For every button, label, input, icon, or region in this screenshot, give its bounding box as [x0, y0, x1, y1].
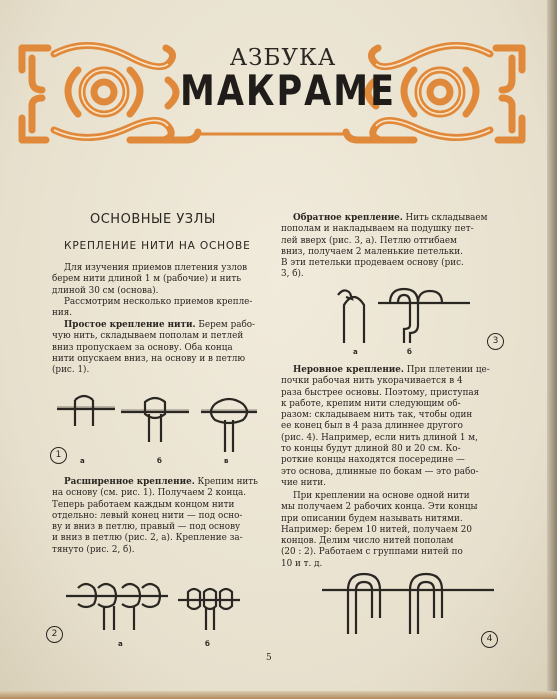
text-line: (20 : 2). Работаем с группами нитей по [281, 547, 463, 558]
intro-line: Для изучения приемов плетения узлов [64, 263, 248, 273]
figure-3-label-a: а [353, 348, 358, 356]
reverse-text [281, 213, 503, 281]
figure-4-number: 4 [481, 631, 498, 648]
intro-line: берем нити длиной 1 м (рабочие) и нить [52, 274, 242, 285]
page-bottom-edge [0, 691, 557, 699]
header-title-small: АЗБУКА [229, 45, 337, 71]
text-line: нити опускаем вниз, на основу и в петлю [52, 353, 245, 364]
final-text [281, 491, 503, 570]
text-line: пополам и накладываем на подушку пет- [281, 224, 474, 235]
text-line: (рис. 1). [52, 365, 90, 376]
intro-line: длиной 30 см (основа). [52, 285, 159, 296]
text-line: (рис. 4). Например, если нить длиной 1 м, [281, 432, 478, 443]
text-line: лей вверх (рис. 3, а). Петлю отгибаем [281, 235, 457, 246]
text-line: ее конец был в 4 раза длиннее другого [281, 421, 463, 432]
text-line: Нить складываем [402, 213, 488, 223]
section-title: ОСНОВНЫЕ УЗЛЫ [90, 212, 216, 227]
extended-text [52, 477, 270, 556]
intro-line: ния. [52, 308, 73, 319]
text-line: ву и вниз в петлю, правый — под основу [52, 522, 241, 533]
subsection-title: КРЕПЛЕНИЕ НИТИ НА ОСНОВЕ [64, 240, 251, 252]
figure-1 [55, 392, 265, 462]
figure-2-number: 2 [46, 626, 63, 643]
text-line: Теперь работаем каждым концом нити [52, 499, 235, 510]
uneven-text [281, 365, 503, 489]
text-line: 3, б). [281, 269, 304, 280]
text-line: Берем рабо- [195, 320, 256, 330]
text-line: концов. Делим число нитей пополам [281, 536, 454, 547]
text-line: тянуто (рис. 2, б). [52, 544, 135, 555]
text-line: это основа, длинные по бокам — это рабо- [281, 466, 479, 477]
text-line: чую нить, складываем пополам и петлей [52, 331, 244, 342]
figure-2-label-a: а [118, 640, 123, 648]
page-number: 5 [266, 653, 272, 663]
figure-2-label-b: б [205, 640, 210, 648]
figure-3 [330, 283, 510, 349]
header-title: МАКРАМЕ [180, 68, 397, 116]
figure-3-number: 3 [487, 333, 504, 350]
text-line: 10 и т. д. [281, 558, 323, 569]
text-line: роткие концы находятся посередине — [281, 455, 465, 466]
text-line: разом: складываем нить так, чтобы один [281, 410, 473, 421]
text-line: к работе, крепим нити следующим об- [281, 398, 461, 409]
intro-text [52, 263, 270, 319]
text-line: В эти петельки продеваем основу (рис. [281, 258, 464, 269]
simple-title: Простое крепление нити. [64, 320, 196, 330]
text-line: Крепим нить [194, 477, 258, 487]
intro-line: Рассмотрим несколько приемов крепле- [64, 296, 253, 307]
figure-1-number: 1 [50, 447, 67, 464]
text-line: и вниз в петлю (рис. 2, а). Крепление за- [52, 533, 243, 544]
figure-2 [64, 578, 254, 640]
uneven-title: Неровное крепление. [293, 365, 404, 375]
figure-1-label-b: б [157, 457, 162, 465]
reverse-title: Обратное крепление. [293, 213, 403, 223]
text-line: мы получаем 2 рабочих конца. Эти концы [281, 502, 478, 513]
text-line: вниз пропускаем за основу. Оба конца [52, 342, 233, 353]
extended-title: Расширенное крепление. [64, 477, 195, 487]
text-line: При креплении на основе одной нити [293, 491, 470, 501]
text-line: При плетении це- [403, 365, 490, 375]
figure-1-label-c: в [224, 457, 229, 465]
text-line: на основу (см. рис. 1). Получаем 2 конца. [52, 488, 247, 499]
page-edge [547, 0, 557, 699]
simple-text [52, 320, 270, 376]
figure-1-label-a: а [80, 457, 85, 465]
text-line: то концы будут длиной 80 и 20 см. Ко- [281, 444, 461, 455]
figure-4 [320, 572, 496, 642]
text-line: отдельно: левый конец нити — под осно- [52, 510, 243, 521]
text-line: при описании будем называть нитями. [281, 513, 463, 524]
text-line: почки рабочая нить укорачивается в 4 [281, 376, 463, 387]
text-line: раза быстрее основы. Поэтому, приступая [281, 387, 480, 398]
text-line: вниз, получаем 2 маленькие петельки. [281, 246, 463, 257]
text-line: чие нити. [281, 477, 326, 488]
text-line: Например: берем 10 нитей, получаем 20 [281, 524, 472, 535]
figure-3-label-b: б [407, 348, 412, 356]
